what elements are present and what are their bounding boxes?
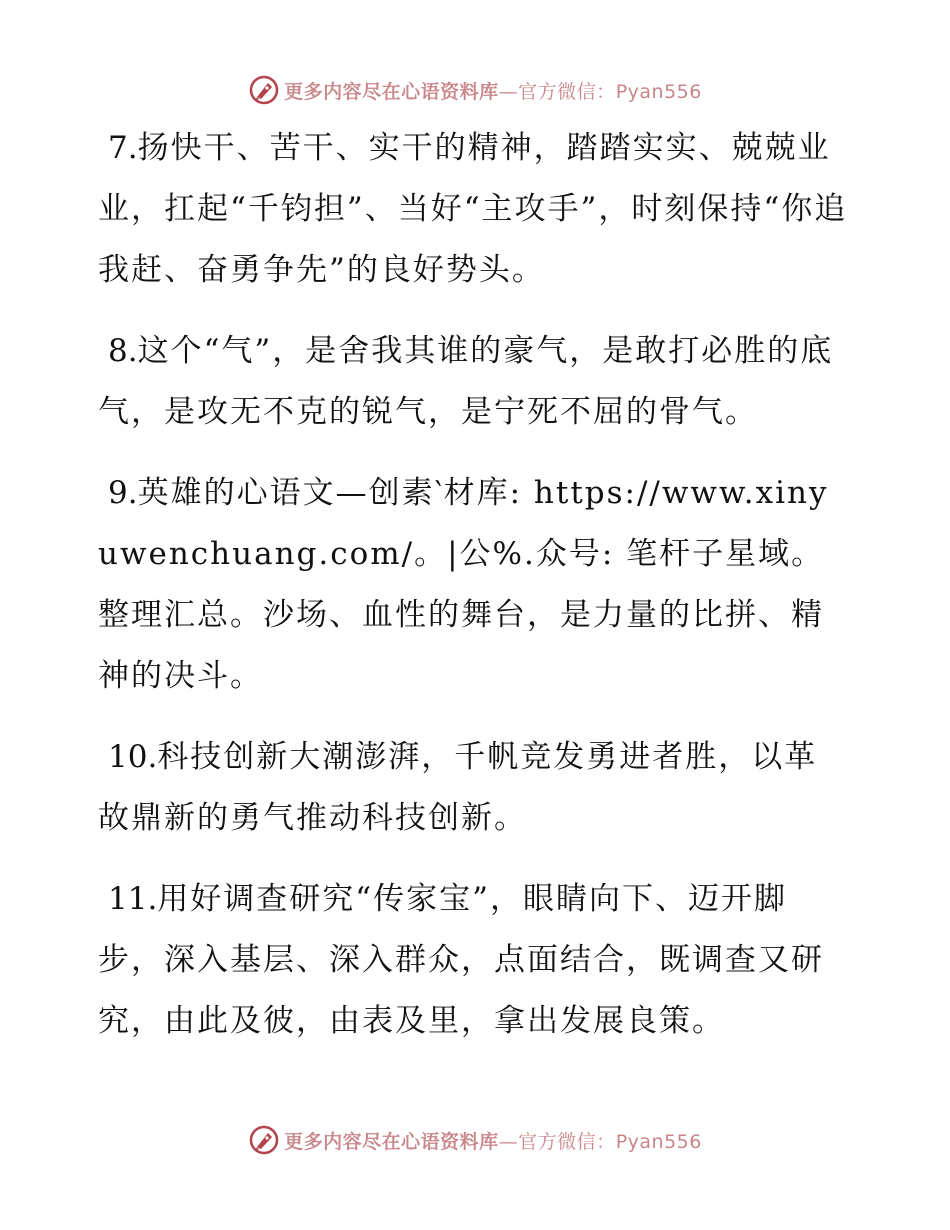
document-body xyxy=(98,118,850,1072)
banner-wechat-id: Pyan556 xyxy=(615,1130,702,1153)
banner-wechat-label: 官方微信： xyxy=(518,80,616,103)
paragraph-text: 科技创新大潮澎湃，千帆竞发勇进者胜，以革故鼎新的勇气推动科技创新。 xyxy=(98,739,818,836)
banner-dash: — xyxy=(498,1130,519,1153)
paragraph-number: 10. xyxy=(108,739,158,775)
banner-title: 更多内容尽在心语资料库 xyxy=(284,1130,499,1153)
paragraph-number: 9. xyxy=(108,475,138,511)
paragraph-text: 用好调查研究“传家宝”，眼睛向下、迈开脚步，深入基层、深入群众，点面结合，既调查又研究，由此及彼，由表及里，拿出发展良策。 xyxy=(98,881,824,1039)
paragraph-number: 11. xyxy=(108,881,158,917)
paragraph-text: 扬快干、苦干、实干的精神，踏踏实实、兢兢业业，扛起“千钧担”、当好“主攻手”，时刻保持“你追我赶、奋勇争先”的良好势头。 xyxy=(98,130,848,288)
paragraph-10 xyxy=(98,727,850,849)
banner-title: 更多内容尽在心语资料库 xyxy=(284,80,499,103)
banner-dash: — xyxy=(498,80,519,103)
paragraph-8 xyxy=(98,321,850,443)
paragraph-text: 这个“气”，是舍我其谁的豪气，是敢打必胜的底气，是攻无不克的锐气，是宁死不屈的骨气。 xyxy=(98,333,834,430)
pen-nib-logo-icon xyxy=(248,74,280,106)
footer-banner xyxy=(0,1120,950,1160)
pen-nib-logo-icon xyxy=(248,1124,280,1156)
paragraph-9 xyxy=(98,463,850,707)
paragraph-11 xyxy=(98,869,850,1052)
banner-wechat-id: Pyan556 xyxy=(615,80,702,103)
banner-wechat-label: 官方微信： xyxy=(518,1130,616,1153)
paragraph-number: 7. xyxy=(108,130,138,166)
header-banner xyxy=(0,70,950,110)
paragraph-number: 8. xyxy=(108,333,138,369)
paragraph-text: 英雄的心语文—创素‵材库: https://www.xinyuwenchuang.com/。|公%.众号: 笔杆子星域。整理汇总。沙场、血性的舞台，是力量的比拼、精神的决斗。 xyxy=(98,475,829,694)
paragraph-7 xyxy=(98,118,850,301)
